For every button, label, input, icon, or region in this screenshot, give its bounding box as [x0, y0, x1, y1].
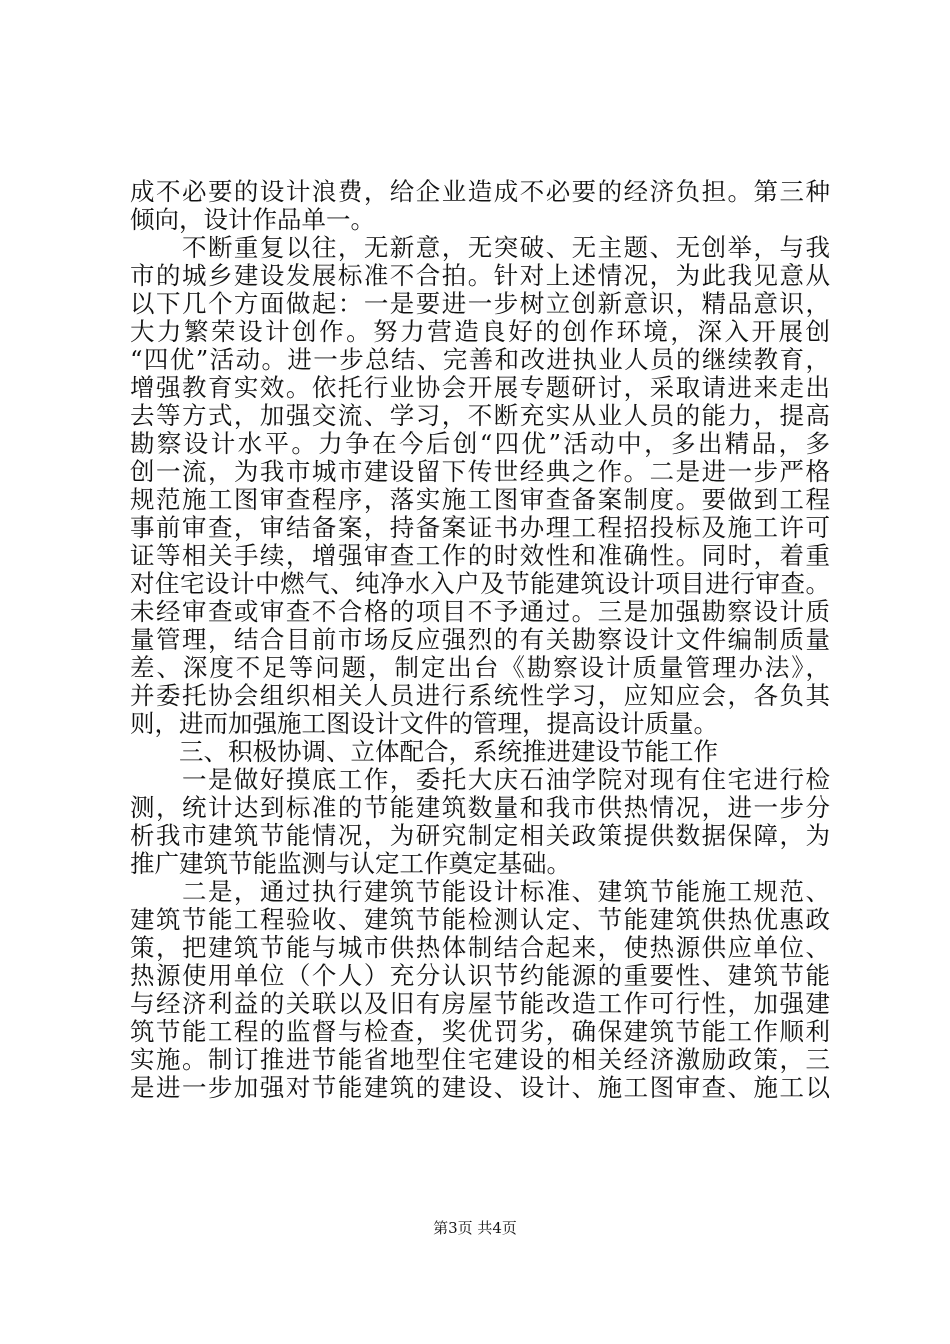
text-line: 实施。制订推进节能省地型住宅建设的相关经济激励政策，三 [130, 1046, 830, 1074]
text-line: 创一流，为我市城市建设留下传世经典之作。二是进一步严格 [130, 458, 830, 486]
text-line: 热源使用单位（个人）充分认识节约能源的重要性、建筑节能 [130, 962, 830, 990]
text-line: 二是，通过执行建筑节能设计标准、建筑节能施工规范、 [130, 878, 830, 906]
text-line: 与经济利益的关联以及旧有房屋节能改造工作可行性，加强建 [130, 990, 830, 1018]
text-line: 策，把建筑节能与城市供热体制结合起来，使热源供应单位、 [130, 934, 830, 962]
text-line: 筑节能工程的监督与检查，奖优罚劣，确保建筑节能工作顺利 [130, 1018, 830, 1046]
text-line: 证等相关手续，增强审查工作的时效性和准确性。同时，着重 [130, 542, 830, 570]
text-line: 则，进而加强施工图设计文件的管理，提高设计质量。 [130, 710, 718, 738]
text-line: 是进一步加强对节能建筑的建设、设计、施工图审查、施工以 [130, 1074, 830, 1102]
text-line: 一是做好摸底工作，委托大庆石油学院对现有住宅进行检 [130, 766, 830, 794]
text-line: 增强教育实效。依托行业协会开展专题研讨，采取请进来走出 [130, 374, 830, 402]
text-line: 以下几个方面做起：一是要进一步树立创新意识，精品意识， [130, 290, 830, 318]
body-text [130, 178, 830, 1102]
text-line: 不断重复以往，无新意，无突破、无主题、无创举，与我 [130, 234, 830, 262]
text-line: 规范施工图审查程序，落实施工图审查备案制度。要做到工程 [130, 486, 830, 514]
text-line: 倾向，设计作品单一。 [130, 206, 375, 234]
text-line: 去等方式，加强交流、学习，不断充实从业人员的能力，提高 [130, 402, 830, 430]
page-number-footer: 第3页 共4页 [433, 1219, 517, 1237]
text-line: 对住宅设计中燃气、纯净水入户及节能建筑设计项目进行审查。 [130, 570, 830, 598]
text-line: 并委托协会组织相关人员进行系统性学习，应知应会，各负其 [130, 682, 830, 710]
text-line: 测，统计达到标准的节能建筑数量和我市供热情况，进一步分 [130, 794, 830, 822]
text-line: 析我市建筑节能情况，为研究制定相关政策提供数据保障，为 [130, 822, 830, 850]
text-line: “四优”活动。进一步总结、完善和改进执业人员的继续教育， [130, 346, 830, 374]
text-line: 大力繁荣设计创作。努力营造良好的创作环境，深入开展创 [130, 318, 830, 346]
text-line: 量管理，结合目前市场反应强烈的有关勘察设计文件编制质量 [130, 626, 830, 654]
text-line: 市的城乡建设发展标准不合拍。针对上述情况，为此我见意从 [130, 262, 830, 290]
text-line: 成不必要的设计浪费，给企业造成不必要的经济负担。第三种 [130, 178, 830, 206]
section-heading: 三、积极协调、立体配合，系统推进建设节能工作 [130, 738, 718, 766]
text-line: 事前审查，审结备案，持备案证书办理工程招投标及施工许可 [130, 514, 830, 542]
text-line: 建筑节能工程验收、建筑节能检测认定、节能建筑供热优惠政 [130, 906, 830, 934]
text-line: 推广建筑节能监测与认定工作奠定基础。 [130, 850, 571, 878]
text-line: 勘察设计水平。力争在今后创“四优”活动中，多出精品，多 [130, 430, 830, 458]
text-line: 差、深度不足等问题，制定出台《勘察设计质量管理办法》， [130, 654, 830, 682]
text-line: 未经审查或审查不合格的项目不予通过。三是加强勘察设计质 [130, 598, 830, 626]
